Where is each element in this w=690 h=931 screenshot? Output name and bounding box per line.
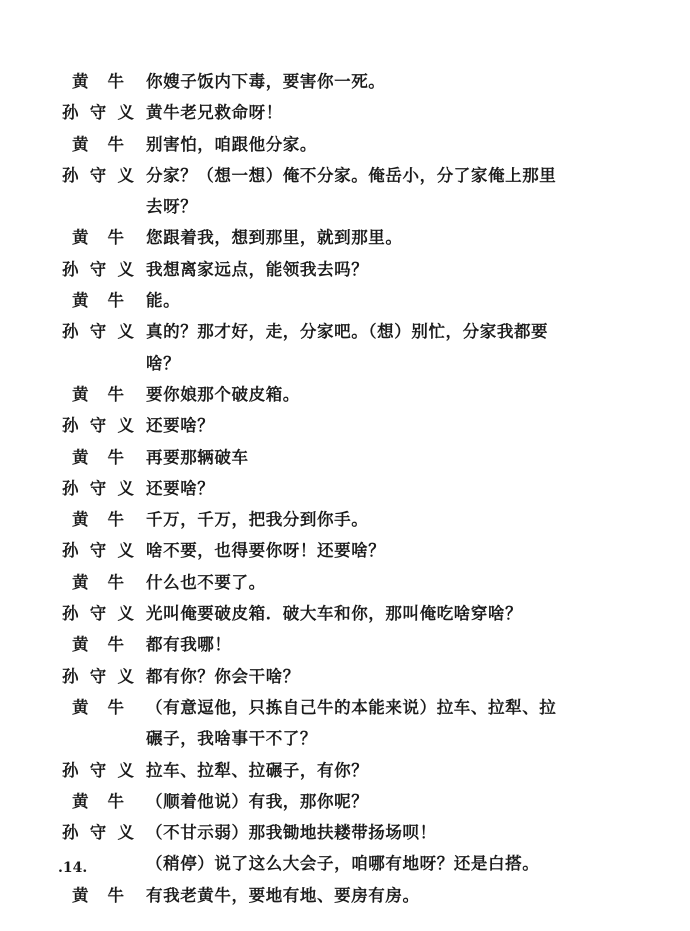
dialogue-line xyxy=(62,410,622,441)
dialogue-text: 什么也不要了。 xyxy=(146,572,266,592)
dialogue-line xyxy=(62,254,622,285)
speaker-label: 黄 牛 xyxy=(72,291,124,311)
dialogue-text: 去呀？ xyxy=(146,197,198,217)
dialogue-line xyxy=(62,598,622,629)
speaker-label: 黄 牛 xyxy=(72,447,124,467)
dialogue-line xyxy=(62,379,622,410)
speaker-label: 黄 牛 xyxy=(72,510,124,530)
dialogue-text: 要你娘那个破皮箱。 xyxy=(146,384,300,404)
speaker-label: 黄 牛 xyxy=(72,72,124,91)
dialogue-line-continuation xyxy=(62,348,622,379)
speaker-label: 孙守义 xyxy=(62,541,134,561)
dialogue-line-continuation xyxy=(62,723,622,754)
speaker-label: 黄 牛 xyxy=(72,635,124,655)
dialogue-text: 分家？（想一想）俺不分家。俺岳小，分了家俺上那里 xyxy=(146,165,557,185)
speaker-label: 孙守义 xyxy=(62,322,134,342)
dialogue-line xyxy=(62,786,622,817)
dialogue-list xyxy=(62,66,622,911)
dialogue-line xyxy=(62,692,622,723)
dialogue-line xyxy=(62,97,622,128)
dialogue-text: （不甘示弱）那我锄地扶耧带扬场呗！ xyxy=(146,823,437,843)
dialogue-line xyxy=(62,535,622,566)
speaker-label: 黄 牛 xyxy=(72,228,124,248)
dialogue-text: （有意逗他，只拣自己牛的本能来说）拉车、拉犁、拉 xyxy=(146,697,557,717)
dialogue-text: 黄牛老兄救命呀！ xyxy=(146,103,283,123)
dialogue-line xyxy=(62,222,622,253)
speaker-label: 黄 牛 xyxy=(72,134,124,154)
dialogue-text: 还要啥？ xyxy=(146,478,215,498)
dialogue-text: 能。 xyxy=(146,291,181,311)
dialogue-text: 啥？ xyxy=(146,353,181,373)
dialogue-line xyxy=(62,316,622,347)
dialogue-line xyxy=(62,629,622,660)
speaker-label: 黄 牛 xyxy=(72,885,124,905)
dialogue-text: 真的？那才好，走，分家吧。（想）别忙，分家我都要 xyxy=(146,322,549,342)
dialogue-line xyxy=(62,442,622,473)
dialogue-text: 您跟着我，想到那里，就到那里。 xyxy=(146,228,403,248)
dialogue-line-continuation xyxy=(62,848,622,879)
dialogue-text: 啥不要，也得要你呀！还要啥？ xyxy=(146,541,386,561)
speaker-label: 孙守义 xyxy=(62,259,134,279)
dialogue-text: 别害怕，咱跟他分家。 xyxy=(146,134,317,154)
dialogue-text: 再要那辆破车 xyxy=(146,447,249,467)
dialogue-line xyxy=(62,661,622,692)
speaker-label: 孙守义 xyxy=(62,823,134,843)
dialogue-line xyxy=(62,473,622,504)
speaker-label: 黄 牛 xyxy=(72,791,124,811)
dialogue-text: 都有我哪！ xyxy=(146,635,232,655)
dialogue-line xyxy=(62,567,622,598)
speaker-label: 黄 牛 xyxy=(72,697,124,717)
speaker-label: 孙守义 xyxy=(62,760,134,780)
dialogue-line xyxy=(62,880,622,911)
speaker-label: 孙守义 xyxy=(62,604,134,624)
speaker-label: 孙守义 xyxy=(62,478,134,498)
page-number: .14. xyxy=(58,860,88,876)
dialogue-line xyxy=(62,66,622,97)
speaker-label: 孙守义 xyxy=(62,165,134,185)
dialogue-line xyxy=(62,285,622,316)
dialogue-text: 我想离家远点，能领我去吗？ xyxy=(146,259,369,279)
dialogue-text: 有我老黄牛，要地有地、要房有房。 xyxy=(146,885,420,905)
dialogue-text: （稍停）说了这么大会子，咱哪有地呀？还是白搭。 xyxy=(146,854,540,874)
dialogue-line xyxy=(62,504,622,535)
dialogue-text: 都有你？你会干啥？ xyxy=(146,666,300,686)
dialogue-text: （顺着他说）有我，那你呢？ xyxy=(146,791,369,811)
dialogue-text: 碾子，我啥事干不了？ xyxy=(146,729,317,749)
dialogue-line xyxy=(62,817,622,848)
speaker-label: 黄 牛 xyxy=(72,572,124,592)
dialogue-line xyxy=(62,755,622,786)
dialogue-line-continuation xyxy=(62,191,622,222)
dialogue-text: 光叫俺要破皮箱．破大车和你，那叫俺吃啥穿啥？ xyxy=(146,604,523,624)
speaker-label: 孙守义 xyxy=(62,666,134,686)
dialogue-text: 还要啥？ xyxy=(146,416,215,436)
dialogue-line xyxy=(62,160,622,191)
dialogue-text: 你嫂子饭内下毒，要害你一死。 xyxy=(146,72,386,91)
speaker-label: 黄 牛 xyxy=(72,384,124,404)
dialogue-line xyxy=(62,129,622,160)
speaker-label: 孙守义 xyxy=(62,416,134,436)
speaker-label: 孙守义 xyxy=(62,103,134,123)
dialogue-text: 千万，千万，把我分到你手。 xyxy=(146,510,369,530)
dialogue-text: 拉车、拉犁、拉碾子，有你？ xyxy=(146,760,369,780)
